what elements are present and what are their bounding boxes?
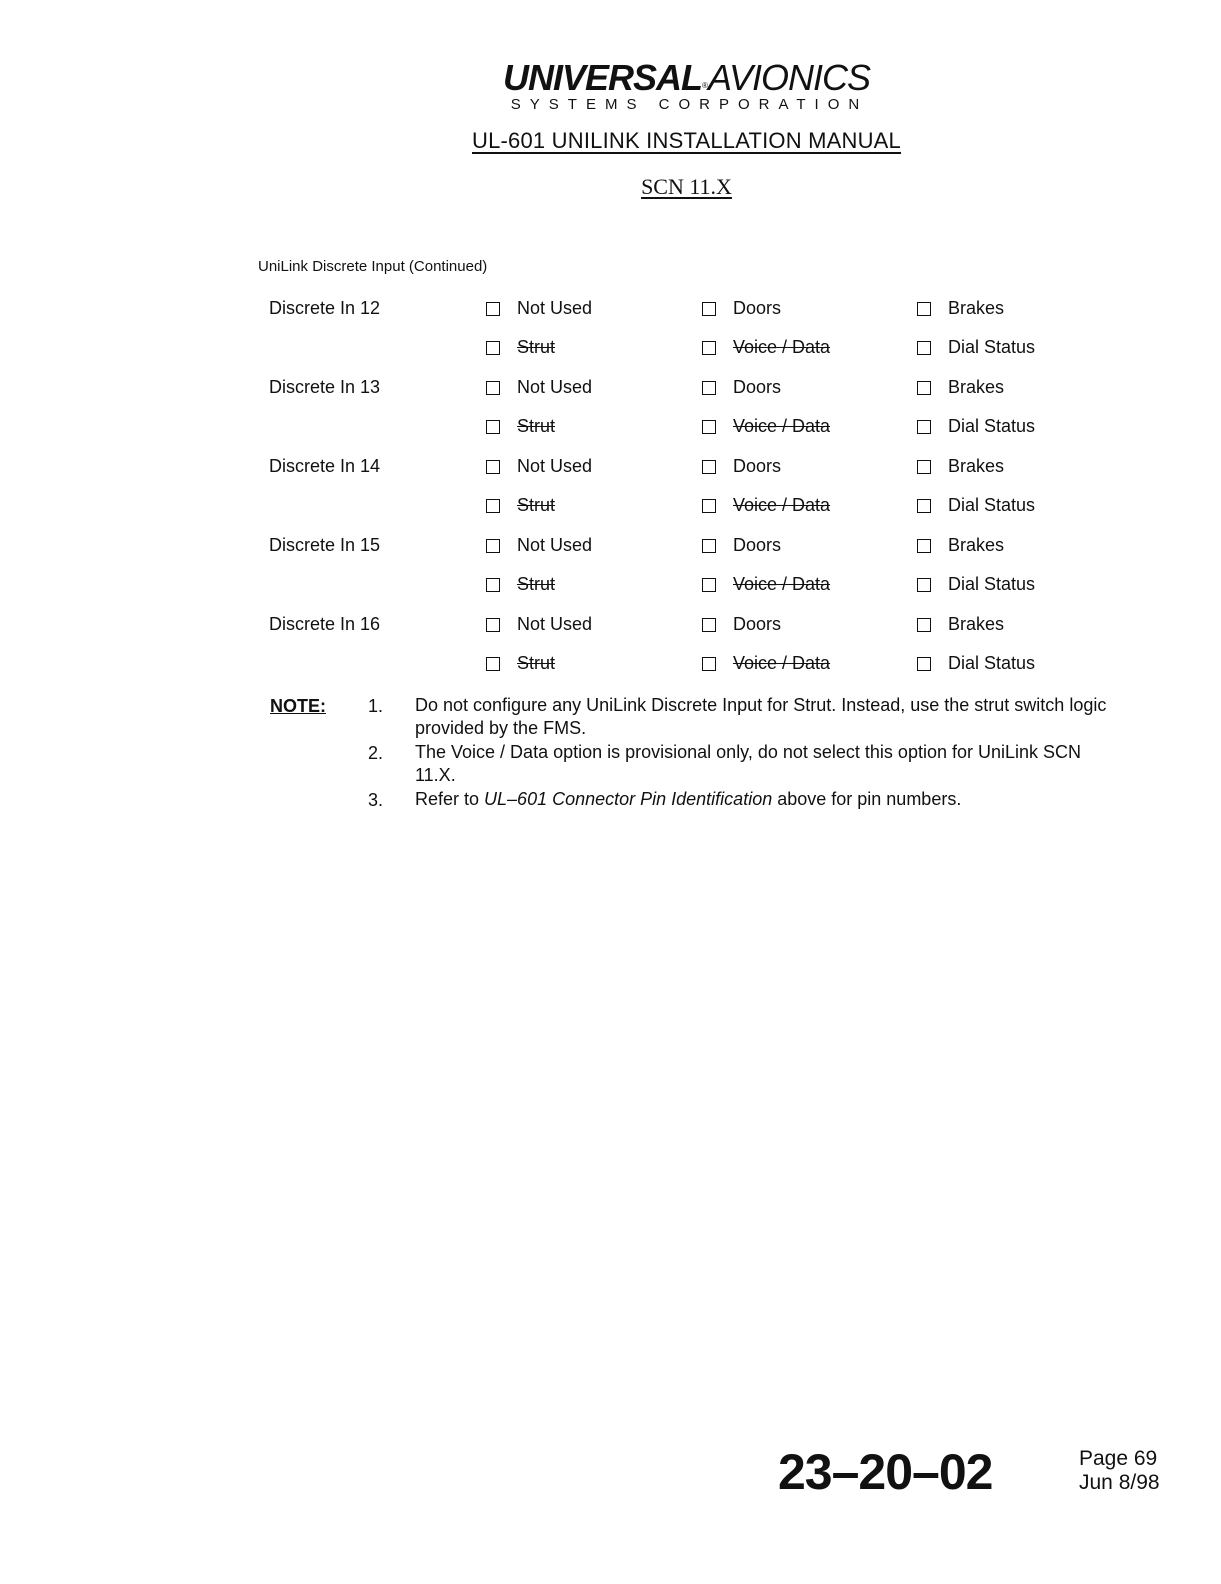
checkbox-icon[interactable] [917,578,931,592]
manual-title: UL-601 UNILINK INSTALLATION MANUAL [472,128,901,153]
option-checkbox[interactable] [486,298,592,319]
checkbox-icon[interactable] [486,381,500,395]
checkbox-icon[interactable] [702,657,716,671]
logo-subtitle: SYSTEMS CORPORATION [510,96,869,113]
note-text-3: Refer to UL–601 Connector Pin Identification above for pin numbers. [415,789,962,809]
company-logo [0,58,1221,114]
option-checkbox[interactable] [702,456,781,477]
checkbox-icon[interactable] [486,578,500,592]
checkbox-icon[interactable] [702,381,716,395]
option-checkbox[interactable] [917,574,1035,595]
logo-universal: UNIVERSAL [503,57,703,98]
option-checkbox[interactable] [702,535,781,556]
option-label: Voice / Data [733,416,831,436]
option-checkbox[interactable] [486,495,555,516]
option-checkbox[interactable] [486,614,592,635]
option-checkbox[interactable] [486,377,592,398]
option-label: Not Used [517,535,593,555]
discrete-input-label: Discrete In 14 [269,456,381,476]
option-label: Strut [517,337,556,357]
option-label: Dial Status [948,574,1036,594]
option-checkbox[interactable] [917,298,1004,319]
checkbox-icon[interactable] [486,499,500,513]
note-text-1: Do not configure any UniLink Discrete Input for Strut. Instead, use the strut switch logic provided by the FMS. [415,695,1107,738]
checkbox-icon[interactable] [917,302,931,316]
checkbox-icon[interactable] [486,420,500,434]
option-label: Dial Status [948,495,1036,515]
checkbox-icon[interactable] [702,499,716,513]
option-label: Strut [517,495,556,515]
option-checkbox[interactable] [702,337,830,358]
option-label: Dial Status [948,337,1036,357]
checkbox-icon[interactable] [486,341,500,355]
discrete-input-label: Discrete In 13 [269,377,381,397]
checkbox-icon[interactable] [702,539,716,553]
option-label: Strut [517,416,556,436]
option-checkbox[interactable] [917,614,1004,635]
option-label: Doors [733,614,782,634]
discrete-input-label: Discrete In 12 [269,298,381,318]
logo-registered-mark: ® [702,81,708,90]
discrete-input-label: Discrete In 15 [269,535,381,555]
option-label: Brakes [948,298,1005,318]
checkbox-icon[interactable] [917,618,931,632]
page-number: Page 69 [1079,1447,1158,1470]
option-label: Brakes [948,456,1005,476]
option-checkbox[interactable] [917,456,1004,477]
option-checkbox[interactable] [917,653,1035,674]
checkbox-icon[interactable] [917,381,931,395]
scn-title: SCN 11.X [641,174,732,199]
document-number: 23–20–02 [778,1444,993,1500]
option-checkbox[interactable] [917,495,1035,516]
option-label: Voice / Data [733,495,831,515]
option-checkbox[interactable] [917,337,1035,358]
option-checkbox[interactable] [702,653,830,674]
checkbox-icon[interactable] [702,618,716,632]
option-checkbox[interactable] [486,574,555,595]
option-label: Voice / Data [733,574,831,594]
logo-avionics: AVIONICS [707,57,870,98]
checkbox-icon[interactable] [917,460,931,474]
note-label: NOTE: [270,696,326,716]
option-label: Brakes [948,377,1005,397]
note-number-2: 2. [368,743,384,763]
checkbox-icon[interactable] [702,302,716,316]
checkbox-icon[interactable] [917,499,931,513]
checkbox-icon[interactable] [702,578,716,592]
checkbox-icon[interactable] [917,341,931,355]
option-checkbox[interactable] [702,377,781,398]
checkbox-icon[interactable] [917,420,931,434]
checkbox-icon[interactable] [702,420,716,434]
option-checkbox[interactable] [486,416,555,437]
note-number-1: 1. [368,696,384,716]
option-checkbox[interactable] [486,535,592,556]
page-date: Jun 8/98 [1079,1471,1160,1494]
checkbox-icon[interactable] [486,657,500,671]
checkbox-icon[interactable] [486,618,500,632]
option-checkbox[interactable] [702,495,830,516]
option-checkbox[interactable] [702,574,830,595]
option-label: Doors [733,298,782,318]
option-checkbox[interactable] [917,377,1004,398]
option-checkbox[interactable] [702,416,830,437]
option-label: Voice / Data [733,653,831,673]
option-label: Not Used [517,456,593,476]
checkbox-icon[interactable] [486,539,500,553]
option-checkbox[interactable] [702,614,781,635]
option-label: Not Used [517,298,593,318]
option-label: Dial Status [948,653,1036,673]
option-checkbox[interactable] [486,456,592,477]
discrete-input-label: Discrete In 16 [269,614,381,634]
note-number-3: 3. [368,790,384,810]
note-reference-italic: UL–601 Connector Pin Identification [484,789,773,809]
option-checkbox[interactable] [486,337,555,358]
checkbox-icon[interactable] [702,460,716,474]
option-checkbox[interactable] [917,535,1004,556]
option-label: Doors [733,377,782,397]
option-label: Dial Status [948,416,1036,436]
option-checkbox[interactable] [486,653,555,674]
note-text-2: The Voice / Data option is provisional only, do not select this option for UniLink SCN 11.X. [415,742,1082,785]
checkbox-icon[interactable] [486,460,500,474]
option-label: Brakes [948,535,1005,555]
option-label: Strut [517,574,556,594]
option-label: Doors [733,456,782,476]
checkbox-icon[interactable] [917,539,931,553]
option-label: Brakes [948,614,1005,634]
option-label: Doors [733,535,782,555]
option-label: Not Used [517,377,593,397]
option-checkbox[interactable] [702,298,781,319]
option-label: Strut [517,653,556,673]
checkbox-icon[interactable] [917,657,931,671]
checkbox-icon[interactable] [486,302,500,316]
checkbox-icon[interactable] [702,341,716,355]
option-label: Voice / Data [733,337,831,357]
option-label: Not Used [517,614,593,634]
section-heading: UniLink Discrete Input (Continued) [258,258,488,275]
option-checkbox[interactable] [917,416,1035,437]
